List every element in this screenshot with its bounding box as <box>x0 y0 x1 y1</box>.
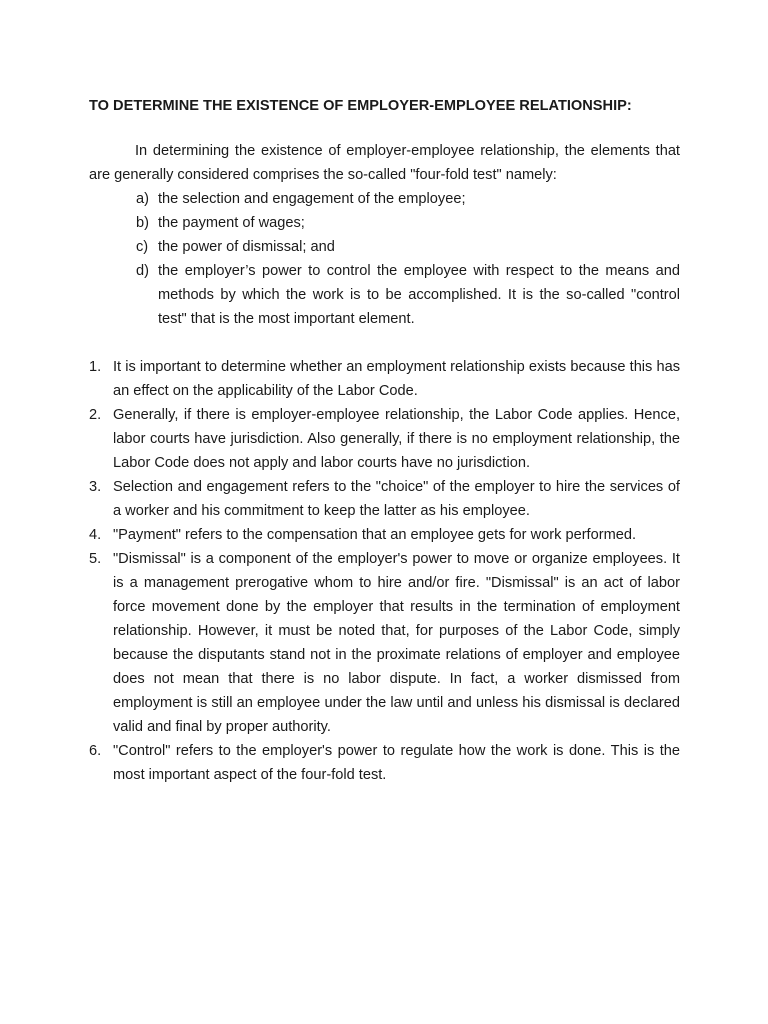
point-text: "Payment" refers to the compensation that an employee gets for work performed. <box>113 527 637 543</box>
point-item <box>89 739 680 787</box>
numbered-points-list <box>89 355 680 787</box>
point-item <box>89 355 680 403</box>
point-marker: 3. <box>89 479 102 495</box>
point-marker: 6. <box>89 743 102 759</box>
element-text: the power of dismissal; and <box>158 239 335 255</box>
point-marker: 4. <box>89 527 102 543</box>
point-item <box>89 403 680 475</box>
element-marker: d) <box>136 263 149 279</box>
element-marker: c) <box>136 239 149 255</box>
point-text: It is important to determine whether an employment relationship exists because this has an effect on the applicability of the Labor Code. <box>113 359 680 399</box>
intro-paragraph: In determining the existence of employer-employee relationship, the elements that are generally considered comprises the so-called "four-fold test" namely: <box>89 143 680 183</box>
point-text: Selection and engagement refers to the "choice" of the employer to hire the services of a worker and his commitment to keep the latter as his employee. <box>113 479 680 519</box>
point-marker: 1. <box>89 359 102 375</box>
point-item <box>89 523 680 547</box>
element-item <box>136 235 680 259</box>
point-item <box>89 547 680 739</box>
point-text: "Control" refers to the employer's power to regulate how the work is done. This is the most important aspect of the four-fold test. <box>113 743 680 783</box>
document-heading: TO DETERMINE THE EXISTENCE OF EMPLOYER-EMPLOYEE RELATIONSHIP: <box>89 98 632 114</box>
point-text: Generally, if there is employer-employee relationship, the Labor Code applies. Hence, labor courts have jurisdiction. Also generally, if there is no employment relationship, the Labor Code does not apply and labor courts have no jurisdiction. <box>113 407 680 471</box>
element-item <box>136 259 680 331</box>
point-marker: 5. <box>89 551 102 567</box>
element-marker: a) <box>136 191 149 207</box>
four-fold-elements-list <box>89 187 680 331</box>
point-marker: 2. <box>89 407 102 423</box>
element-text: the selection and engagement of the employee; <box>158 191 466 207</box>
element-item <box>136 187 680 211</box>
element-text: the payment of wages; <box>158 215 305 231</box>
element-marker: b) <box>136 215 149 231</box>
point-item <box>89 475 680 523</box>
point-text: "Dismissal" is a component of the employer's power to move or organize employees. It is a management prerogative whom to hire and/or fire. "Dismissal" is an act of labor force movement done by the employer that results in the termination of employment relationship. However, it must be noted that, for purposes of the Labor Code, simply because the disputants stand not in the proximate relations of employer and employee does not mean that there is no labor dispute. In fact, a worker dismissed from employment is still an employee under the law until and unless his dismissal is declared valid and final by proper authority. <box>113 551 680 735</box>
element-text: the employer’s power to control the employee with respect to the means and methods by which the work is to be accomplished. It is the so-called "control test" that is the most important element. <box>158 263 680 327</box>
element-item <box>136 211 680 235</box>
